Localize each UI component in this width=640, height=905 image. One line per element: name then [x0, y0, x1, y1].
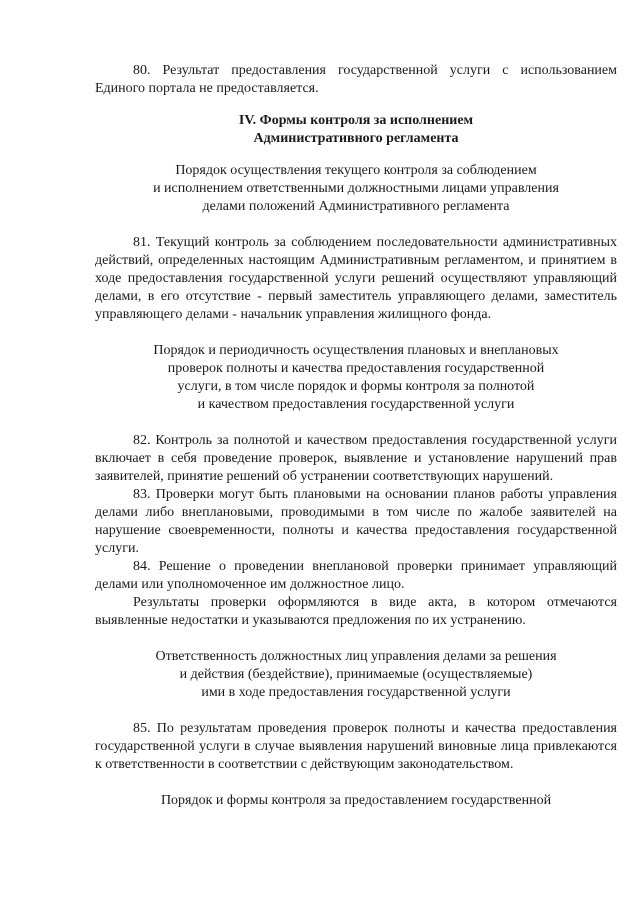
subheading-line: делами положений Административного регламента: [202, 199, 510, 214]
subheading-line: услуги, в том числе порядок и формы контроля за полнотой: [177, 379, 535, 394]
subheading-current-control: [95, 162, 617, 216]
subheading-line: ими в ходе предоставления государственной услуги: [201, 685, 511, 700]
section-title-line-2: Административного регламента: [253, 131, 459, 146]
paragraph-84-results: Результаты проверки оформляются в виде акта, в котором отмечаются выявленные недостатки и указываются предложения по их устранению.: [95, 595, 617, 628]
paragraph-85: 85. По результатам проведения проверок полноты и качества предоставления государственной услуги в случае выявления нарушений виновные лица привлекаются к ответственности в соответствии с действующим законодательством.: [95, 721, 617, 772]
subheading-line: Порядок осуществления текущего контроля за соблюдением: [175, 163, 537, 178]
subheading-control-forms: Порядок и формы контроля за предоставлением государственной: [160, 793, 552, 808]
subheading-line: Порядок и периодичность осуществления плановых и внеплановых: [153, 343, 559, 358]
section-title: [95, 112, 617, 148]
paragraph-82: 82. Контроль за полнотой и качеством предоставления государственной услуги включает в себя проведение проверок, выявление и установление нарушений прав заявителей, принятие решений об устранении соответствующих нарушений.: [95, 433, 617, 484]
paragraph-81: 81. Текущий контроль за соблюдением последовательности административных действий, определенных настоящим Административным регламентом, и принятием в ходе предоставления государственной услуги решений осуществляют управляющий делами, в его отсутствие - первый заместитель управляющего делами, заместитель управляющего делами - начальник управления жилищного фонда.: [95, 235, 617, 322]
paragraph-84: 84. Решение о проведении внеплановой проверки принимает управляющий делами или уполномоченное им должностное лицо.: [95, 559, 617, 592]
subheading-line: и исполнением ответственными должностными лицами управления: [153, 181, 559, 196]
paragraph-83: 83. Проверки могут быть плановыми на основании планов работы управления делами либо внеплановыми, проводимыми в том числе по жалобе заявителей на нарушение своевременности, полноты и качества предоставления государственной услуги.: [95, 487, 617, 556]
document-page: [95, 62, 617, 810]
subheading-line: и действия (бездействие), принимаемые (осуществляемые): [179, 667, 533, 682]
subheading-responsibility: [95, 648, 617, 702]
subheading-line: и качеством предоставления государственной услуги: [197, 397, 515, 412]
subheading-line: Ответственность должностных лиц управления делами за решения: [155, 649, 557, 664]
paragraph-80: 80. Результат предоставления государственной услуги с использованием Единого портала не предоставляется.: [95, 63, 617, 96]
subheading-line: проверок полноты и качества предоставления государственной: [167, 361, 545, 376]
subheading-inspections: [95, 342, 617, 414]
section-title-line-1: IV. Формы контроля за исполнением: [238, 113, 474, 128]
